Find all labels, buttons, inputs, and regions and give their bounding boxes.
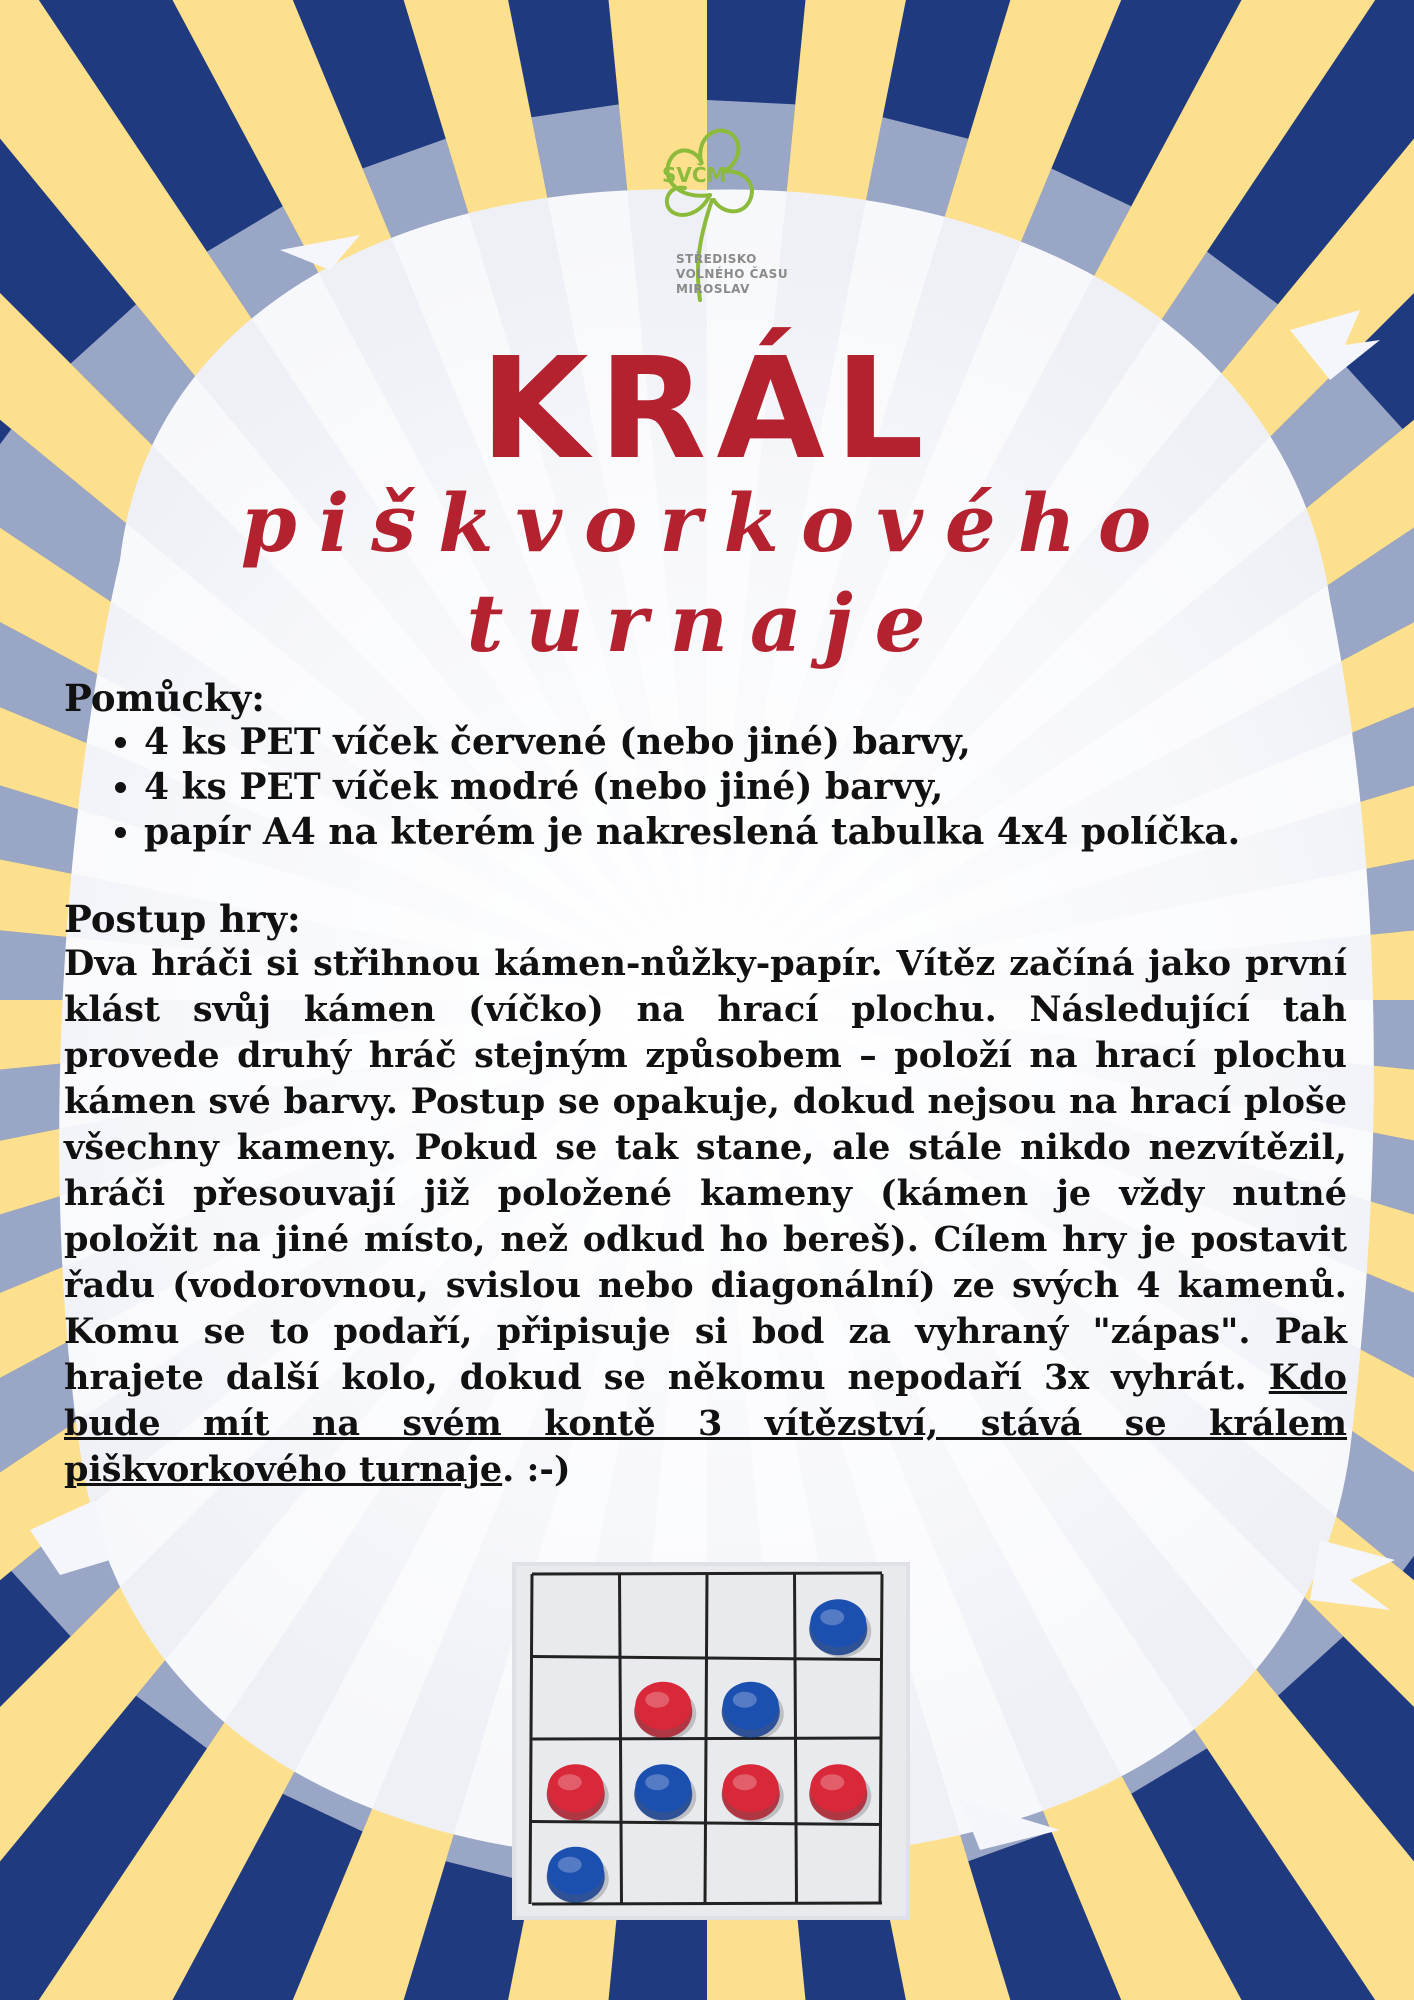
tools-list (64, 720, 1347, 855)
grid-line (532, 1573, 882, 1574)
grid-line (880, 1574, 882, 1904)
svg-text:SVČM: SVČM (662, 163, 727, 187)
page-title: KRÁL (480, 328, 934, 491)
grid-line (532, 1738, 882, 1739)
page-subtitle-line-1: piškvorkového (240, 476, 1174, 570)
list-item: • papír A4 na kterém je nakreslená tabulka 4x4 políčka. (144, 810, 1347, 855)
org-line-3: MIROSLAV (676, 282, 750, 296)
list-item: • 4 ks PET víček červené (nebo jiné) barvy, (144, 720, 1347, 765)
list-item: • 4 ks PET víček modré (nebo jiné) barvy, (144, 765, 1347, 810)
rules-winning-condition: Kdo bude mít na svém kontě 3 vítězství, stává se králem piškvorkového turnaje (64, 1357, 1347, 1490)
grid-line (530, 1574, 532, 1904)
rules-text (64, 941, 1347, 1493)
rules-heading: Postup hry: (64, 897, 301, 941)
instructions (64, 676, 1347, 1493)
organization-name (676, 252, 796, 297)
grid-line (795, 1574, 797, 1904)
org-line-1: STŘEDISKO (676, 252, 757, 266)
page-subtitle-line-2: turnaje (466, 576, 948, 670)
tic-tac-toe-board-photo-icon (512, 1562, 910, 1920)
rules-paragraph: Dva hráči si střihnou kámen-nůžky-papír. Vítěz začíná jako první klást svůj kámen (víčko) na hrací plochu. Následující tah provede druhý hráč stejným způsobem – položí na hrací plochu kámen své barvy. Postup se opakuje, dokud nejsou na hrací ploše všechny kameny. Pokud se tak stane, ale stále nikdo nezvítězil, hráči přesouvají již položené kameny (kámen je vždy nutné položit na jiné místo, než odkud ho bereš). Cílem hry je postavit řadu (vodorovnou, svislou nebo diagonální) ze svých 4 kamenů. Komu se to podaří, připisuje si bod za vyhraný "zápas". Pak hrajete další kolo, dokud se někomu nepodaří 3x vyhrát. (64, 943, 1347, 1398)
org-line-2: VOLNÉHO ČASU (676, 267, 789, 281)
tools-heading: Pomůcky: (64, 676, 265, 720)
rules-ending: . :-) (502, 1449, 571, 1490)
